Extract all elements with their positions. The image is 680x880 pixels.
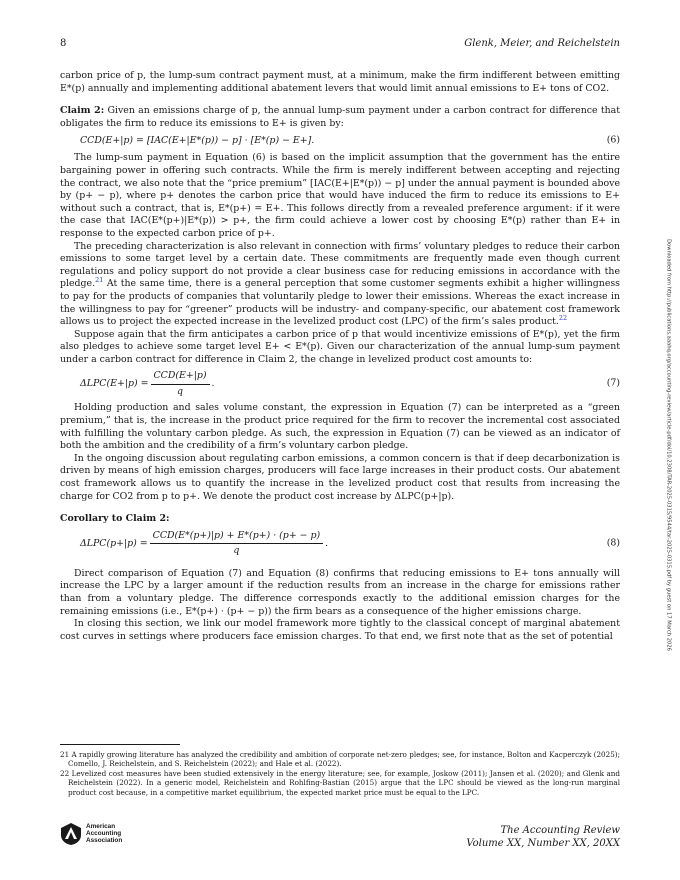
- paragraph-direct-comparison: Direct comparison of Equation (7) and Equation (8) confirms that reducing emissions to E+ tons annually will increase the LPC by a larger amount if the reduction results from an increase in the charge for emissions rather than from a voluntary pledge. The difference corresponds exactly to the additional emission charges for the remaining emissions (i.e., E*(p+) · (p+ − p)) the firm bears as a consequence of the higher emissions charge.: [60, 567, 620, 617]
- paragraph-intro: carbon price of p, the lump-sum contract payment must, at a minimum, make the firm indifferent between emitting E*(p) annually and implementing additional abatement levers that would limit annual emissions to E+ tons of CO2.: [60, 70, 620, 94]
- aaa-logo-line-3: Association: [86, 836, 123, 844]
- claim-2-text: Given an emissions charge of p, the annual lump-sum payment under a carbon contract for difference that obligates the firm to reduce its emissions to E+ is given by:: [60, 105, 621, 129]
- equation-8-numerator: CCD(E*(p+)|p) + E*(p+) · (p+ − p): [150, 530, 324, 545]
- aaa-logo-line-2: Accounting: [86, 829, 122, 837]
- journal-volume: Volume XX, Number XX, 20XX: [466, 838, 620, 849]
- page-number: 8: [60, 38, 67, 49]
- paragraph-closing: In closing this section, we link our model framework more tightly to the classical concept of marginal abatement cost curves in settings where producers face emission charges. To that end, we first note that as the set of potential: [60, 618, 620, 642]
- footnote-21-ref[interactable]: 21: [95, 276, 104, 285]
- download-side-note-text: Downloaded from http://publications.aaahq.org/accounting-review/article-pdf/doi/10.2308/TAR-2025-0315/9544/tar-2025-0315.pdf by guest on 17 March 2026: [665, 239, 672, 651]
- journal-footer: [466, 824, 620, 850]
- equation-8-denominator: q: [233, 545, 240, 557]
- claim-2-label: Claim 2:: [60, 105, 105, 117]
- equation-7-fraction: [151, 370, 210, 398]
- paragraph-preceding-text-b: At the same time, there is a general perception that some customer segments exhibit a higher willingness to pay for the products of companies that voluntarily pledge to lower their emissions. Whereas the exact increase in the willingness to pay for “greener” products will be industry- and company-specific, our abatement cost framework allows us to project the expected increase in the levelized product cost (LPC) of the firm’s sales product.: [60, 278, 620, 328]
- equation-7-numerator: CCD(E+|p): [151, 370, 210, 385]
- paragraph-suppose: Suppose again that the firm anticipates a carbon price of p that would incentivize emissions of E*(p), yet the firm also pledges to achieve some target level E+ < E*(p). Given our characterization of the annual lump-sum payment under a carbon contract for difference in Claim 2, the change in levelized product cost amounts to:: [60, 328, 620, 365]
- equation-6-number: (6): [606, 135, 620, 147]
- aaa-logo-line-1: American: [86, 823, 116, 830]
- paragraph-lump-sum: The lump-sum payment in Equation (6) is based on the implicit assumption that the government has the entire bargaining power in offering such contracts. While the firm is merely indifferent between accepting and rejecting the contract, we also note that the “price premium” [IAC(E+|E*(p)) − p] under the annual payment is bounded above by (p+ − p), where p+ denotes the carbon price that would have induced the firm to reduce its emissions to E+ without such a contract, that is, E*(p+) = E+. This follows directly from a revealed preference argument: if it were the case that IAC(E*(p+)|E*(p)) > p+, the firm could achieve a lower cost by choosing E*(p) rather than E+ in response to the expected carbon price of p+.: [60, 152, 620, 239]
- journal-name: The Accounting Review: [500, 825, 620, 836]
- paragraph-ongoing: In the ongoing discussion about regulating carbon emissions, a common concern is that if deep decarbonization is driven by means of high emission charges, producers will face large increases in their product costs. Our abatement cost framework allows us to quantify the increase in the levelized product cost that results from increasing the charge for CO2 from p to p+. We denote the product cost increase by ΔLPC(p+|p).: [60, 452, 620, 502]
- equation-7-number: (7): [606, 378, 620, 390]
- paragraph-preceding: [60, 241, 620, 329]
- footnote-22: 22 Levelized cost measures have been studied extensively in the energy literature; see, for example, Joskow (2011); Jansen et al. (2020); and Glenk and Reichelstein (2022). In a generic model, Reichelstein and Rohlfing-Bastian (2015) argue that the LPC should be viewed as the long-run marginal product cost because, in a competitive market equilibrium, the expected market price must be equal to the LPC.: [60, 768, 620, 797]
- equation-6: [60, 130, 620, 152]
- running-authors: Glenk, Meier, and Reichelstein: [464, 38, 620, 49]
- aaa-logo-text: [86, 824, 122, 844]
- claim-2: [60, 105, 620, 130]
- paragraph-holding: Holding production and sales volume constant, the expression in Equation (7) can be interpreted as a “green premium,” that is, the increase in the product price required for the firm to recover the incremental cost associated with fulfilling the voluntary carbon pledge. As such, the expression in Equation (7) can be viewed as an indicator of both the ambition and the credibility of a firm’s voluntary carbon pledge.: [60, 402, 620, 452]
- equation-8: ΔLPC(p+|p) = CCD(E*(p+)|p) + E*(p+) · (p+ − p) q . (8): [80, 529, 620, 557]
- equation-6-body: CCD(E+|p) = [IAC(E+|E*(p)) − p] · [E*(p) − E+].: [80, 135, 315, 147]
- download-side-note: [662, 170, 674, 720]
- footnotes: [60, 750, 620, 797]
- footnote-21: 21 A rapidly growing literature has analyzed the credibility and ambition of corporate net-zero pledges; see, for instance, Bolton and Kacperczyk (2025); Comello, J. Reichelstein, and S. Reichelstein (2022); and Hale et al. (2022).: [60, 750, 620, 769]
- footnote-rule: [60, 744, 180, 745]
- equation-7-lhs: ΔLPC(E+|p) =: [80, 378, 149, 390]
- running-header: [60, 38, 620, 52]
- equation-8-lhs: ΔLPC(p+|p) =: [80, 537, 148, 549]
- aaa-logo: [60, 822, 200, 848]
- article-body: [60, 70, 620, 643]
- equation-7: ΔLPC(E+|p) = CCD(E+|p) q . (7): [80, 370, 620, 397]
- equation-8-fraction: [150, 530, 324, 558]
- aaa-emblem-icon: [60, 822, 82, 846]
- corollary-label: Corollary to Claim 2:: [60, 513, 170, 525]
- footnote-22-ref[interactable]: 22: [558, 313, 568, 322]
- equation-8-number: (8): [606, 537, 620, 549]
- paragraph-preceding-text: The preceding characterization is also relevant in connection with firms’ voluntary pledges to reduce their carbon emissions to some target level by a certain date. These commitments are frequently made even though current regulations and policy support do not provide a clear business case for reducing emissions in accordance with the pledge.: [60, 240, 620, 290]
- equation-7-denominator: q: [177, 385, 184, 397]
